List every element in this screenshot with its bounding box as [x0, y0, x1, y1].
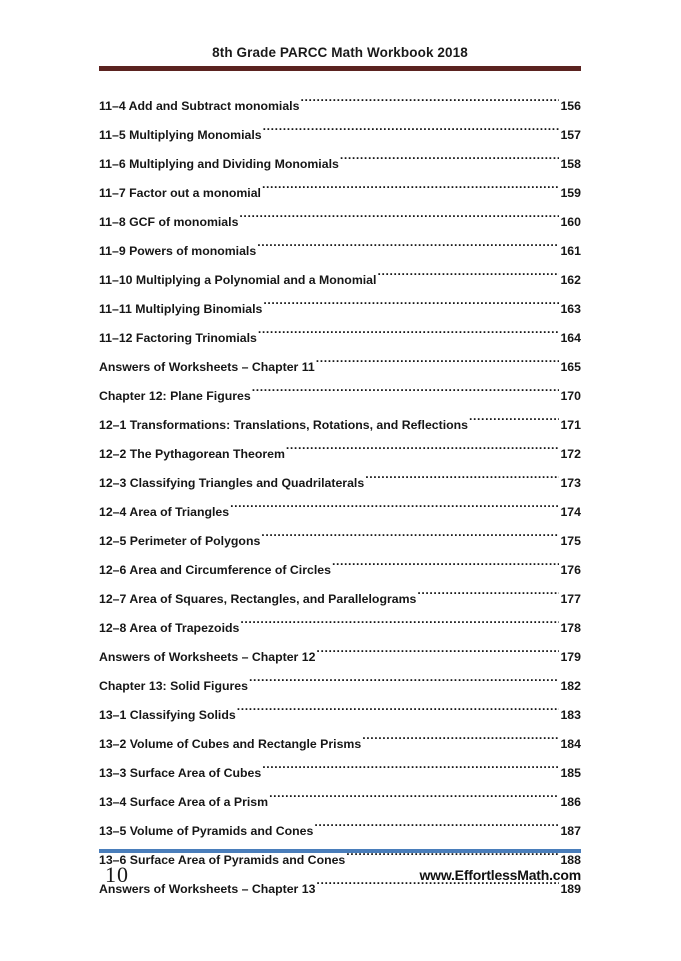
toc-entry-page-number: 162 — [560, 273, 581, 287]
toc-entry-page-number: 177 — [560, 592, 581, 606]
toc-dot-leader — [362, 736, 559, 748]
toc-entry[interactable] — [99, 701, 581, 730]
toc-dot-leader — [300, 98, 559, 110]
toc-dot-leader — [377, 272, 559, 284]
toc-dot-leader — [258, 330, 560, 342]
footer-divider — [99, 849, 581, 853]
toc-entry-label: 11–6 Multiplying and Dividing Monomials — [99, 157, 339, 171]
toc-dot-leader — [252, 388, 560, 400]
toc-dot-leader — [249, 678, 560, 690]
toc-dot-leader — [230, 504, 559, 516]
toc-dot-leader — [263, 127, 560, 139]
toc-entry[interactable] — [99, 92, 581, 121]
toc-entry[interactable] — [99, 382, 581, 411]
toc-entry-label: 11–10 Multiplying a Polynomial and a Monomial — [99, 273, 377, 287]
toc-entry[interactable] — [99, 498, 581, 527]
toc-entry-label: Answers of Worksheets – Chapter 11 — [99, 360, 315, 374]
toc-entry-page-number: 157 — [560, 128, 581, 142]
toc-entry-page-number: 170 — [560, 389, 581, 403]
page-header — [99, 44, 581, 71]
toc-entry[interactable] — [99, 469, 581, 498]
toc-entry-label: Answers of Worksheets – Chapter 12 — [99, 650, 316, 664]
toc-entry[interactable] — [99, 672, 581, 701]
toc-entry-page-number: 173 — [560, 476, 581, 490]
toc-entry[interactable] — [99, 266, 581, 295]
toc-entry[interactable] — [99, 730, 581, 759]
toc-entry[interactable] — [99, 556, 581, 585]
toc-entry[interactable] — [99, 643, 581, 672]
toc-dot-leader — [316, 359, 560, 371]
toc-entry[interactable] — [99, 179, 581, 208]
toc-dot-leader — [286, 446, 560, 458]
toc-entry[interactable] — [99, 353, 581, 382]
toc-entry[interactable] — [99, 324, 581, 353]
website-url: www.EffortlessMath.com — [419, 867, 581, 883]
toc-entry-label: 11–7 Factor out a monomial — [99, 186, 261, 200]
toc-entry[interactable] — [99, 788, 581, 817]
toc-entry-label: 12–7 Area of Squares, Rectangles, and Parallelograms — [99, 592, 417, 606]
toc-dot-leader — [239, 214, 559, 226]
toc-entry-label: 11–12 Factoring Trinomials — [99, 331, 257, 345]
toc-dot-leader — [240, 620, 559, 632]
toc-entry[interactable] — [99, 121, 581, 150]
toc-entry[interactable] — [99, 614, 581, 643]
toc-entry[interactable] — [99, 411, 581, 440]
toc-entry-label: 13–4 Surface Area of a Prism — [99, 795, 269, 809]
toc-entry[interactable] — [99, 817, 581, 846]
toc-entry-page-number: 184 — [560, 737, 581, 751]
toc-entry-label: 11–8 GCF of monomials — [99, 215, 239, 229]
toc-entry-label: Chapter 13: Solid Figures — [99, 679, 248, 693]
toc-entry-label: 12–2 The Pythagorean Theorem — [99, 447, 285, 461]
toc-dot-leader — [417, 591, 559, 603]
toc-dot-leader — [263, 301, 559, 313]
toc-entry-label: Answers of Worksheets – Chapter 13 — [99, 882, 316, 896]
toc-entry-page-number: 163 — [560, 302, 581, 316]
toc-dot-leader — [469, 417, 559, 429]
toc-dot-leader — [340, 156, 560, 168]
toc-entry-page-number: 185 — [560, 766, 581, 780]
toc-dot-leader — [365, 475, 559, 487]
toc-entry-label: 12–4 Area of Triangles — [99, 505, 230, 519]
page-number: 10 — [105, 862, 129, 887]
toc-entry-label: Chapter 12: Plane Figures — [99, 389, 251, 403]
toc-entry-page-number: 156 — [560, 99, 581, 113]
toc-entry-label: 13–6 Surface Area of Pyramids and Cones — [99, 853, 346, 867]
toc-entry-label: 12–1 Transformations: Translations, Rotations, and Reflections — [99, 418, 468, 432]
toc-entry-page-number: 159 — [560, 186, 581, 200]
toc-dot-leader — [237, 707, 560, 719]
header-divider — [99, 66, 581, 71]
toc-entry-page-number: 179 — [560, 650, 581, 664]
toc-entry-label: 11–5 Multiplying Monomials — [99, 128, 262, 142]
toc-entry-page-number: 176 — [560, 563, 581, 577]
toc-dot-leader — [314, 823, 559, 835]
toc-entry-page-number: 174 — [560, 505, 581, 519]
toc-entry-label: 12–3 Classifying Triangles and Quadrilaterals — [99, 476, 365, 490]
toc-entry-page-number: 188 — [560, 853, 581, 867]
header-title: 8th Grade PARCC Math Workbook 2018 — [212, 45, 468, 60]
toc-dot-leader — [332, 562, 560, 574]
toc-entry-page-number: 165 — [560, 360, 581, 374]
toc-entry[interactable] — [99, 295, 581, 324]
toc-entry-label: 12–8 Area of Trapezoids — [99, 621, 240, 635]
toc-dot-leader — [269, 794, 559, 806]
toc-entry-page-number: 186 — [560, 795, 581, 809]
toc-entry-page-number: 161 — [560, 244, 581, 258]
toc-dot-leader — [257, 243, 559, 255]
table-of-contents — [99, 92, 581, 904]
toc-entry-page-number: 172 — [560, 447, 581, 461]
toc-entry[interactable] — [99, 237, 581, 266]
toc-entry-label: 13–2 Volume of Cubes and Rectangle Prisms — [99, 737, 362, 751]
toc-entry-page-number: 189 — [560, 882, 581, 896]
toc-entry-page-number: 164 — [560, 331, 581, 345]
toc-entry-label: 11–4 Add and Subtract monomials — [99, 99, 300, 113]
toc-entry-label: 11–11 Multiplying Binomials — [99, 302, 263, 316]
toc-entry-page-number: 183 — [560, 708, 581, 722]
toc-dot-leader — [262, 185, 560, 197]
toc-dot-leader — [262, 765, 559, 777]
toc-entry-page-number: 160 — [560, 215, 581, 229]
toc-entry[interactable] — [99, 440, 581, 469]
toc-entry[interactable] — [99, 759, 581, 788]
toc-entry-label: 13–5 Volume of Pyramids and Cones — [99, 824, 314, 838]
toc-entry-label: 12–5 Perimeter of Polygons — [99, 534, 261, 548]
page-footer — [99, 849, 581, 888]
toc-dot-leader — [316, 649, 559, 661]
toc-entry-page-number: 187 — [560, 824, 581, 838]
toc-entry-page-number: 182 — [560, 679, 581, 693]
footer-row — [99, 862, 581, 888]
toc-entry-label: 12–6 Area and Circumference of Circles — [99, 563, 331, 577]
toc-entry-label: 13–1 Classifying Solids — [99, 708, 236, 722]
toc-dot-leader — [261, 533, 559, 545]
toc-entry[interactable] — [99, 527, 581, 556]
toc-entry[interactable] — [99, 585, 581, 614]
toc-entry[interactable] — [99, 150, 581, 179]
toc-entry-page-number: 175 — [560, 534, 581, 548]
toc-entry[interactable] — [99, 208, 581, 237]
toc-entry-label: 13–3 Surface Area of Cubes — [99, 766, 262, 780]
toc-entry-page-number: 158 — [560, 157, 581, 171]
toc-entry-label: 11–9 Powers of monomials — [99, 244, 257, 258]
toc-entry-page-number: 178 — [560, 621, 581, 635]
toc-entry-page-number: 171 — [560, 418, 581, 432]
